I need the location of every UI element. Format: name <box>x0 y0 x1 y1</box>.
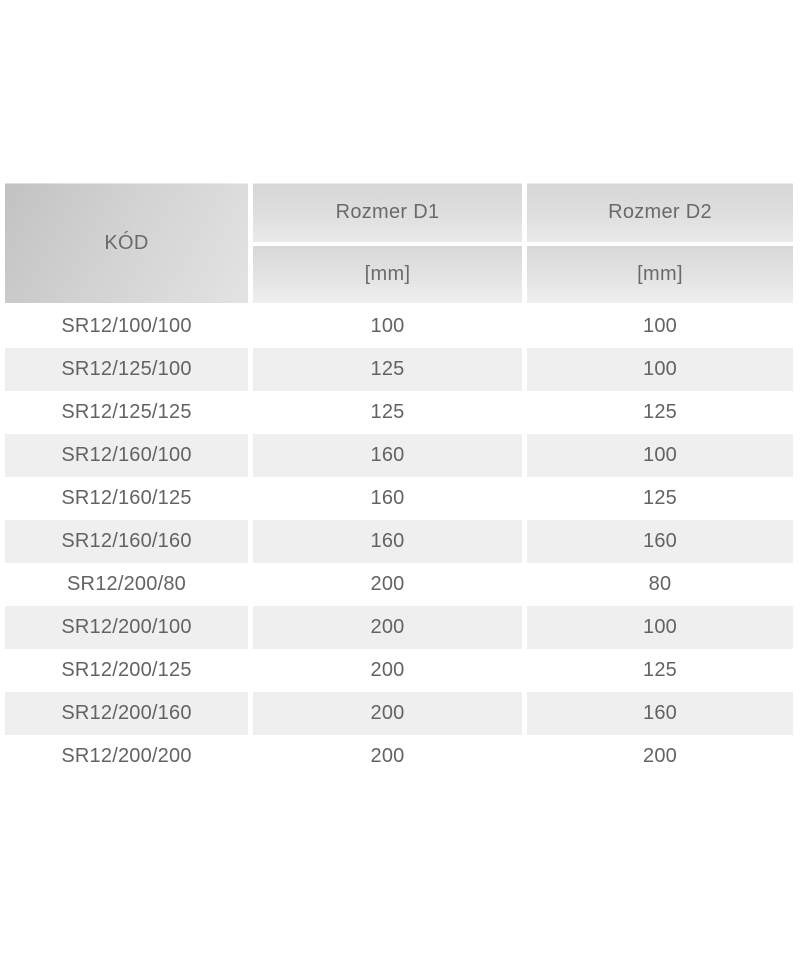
cell-d1: 160 <box>253 434 522 477</box>
table-row <box>5 348 793 391</box>
cell-kod: SR12/125/125 <box>61 401 192 423</box>
cell-kod: SR12/200/100 <box>5 606 248 649</box>
size-spec-table <box>5 183 793 778</box>
header-cell-unit-d1: [mm] <box>253 246 522 303</box>
table-row <box>5 692 793 735</box>
table-header <box>5 183 793 303</box>
header-cell-unit-d2: [mm] <box>527 246 793 303</box>
table-row <box>5 520 793 563</box>
table-row <box>5 735 793 778</box>
cell-kod: SR12/100/100 <box>61 315 192 337</box>
cell-d1: 200 <box>253 692 522 735</box>
cell-d2: 100 <box>527 434 793 477</box>
cell-d1: 125 <box>253 348 522 391</box>
cell-kod: SR12/160/160 <box>5 520 248 563</box>
cell-d2: 100 <box>527 348 793 391</box>
cell-d1: 200 <box>370 659 405 681</box>
cell-d1: 200 <box>370 573 405 595</box>
table-body <box>5 305 793 778</box>
cell-kod: SR12/160/125 <box>61 487 192 509</box>
header-cell-rozmer-d1: Rozmer D1 <box>253 183 522 242</box>
header-cell-kod: KÓD <box>5 183 248 303</box>
cell-d1: 200 <box>253 606 522 649</box>
cell-d2: 125 <box>643 487 677 509</box>
table-row <box>5 391 793 434</box>
cell-d1: 160 <box>253 520 522 563</box>
cell-d2: 80 <box>648 573 672 595</box>
table-row <box>5 434 793 477</box>
cell-kod: SR12/200/80 <box>67 573 186 595</box>
cell-kod: SR12/200/125 <box>61 659 192 681</box>
cell-d2: 160 <box>527 692 793 735</box>
cell-d2: 200 <box>643 745 677 767</box>
header-cell-rozmer-d2: Rozmer D2 <box>527 183 793 242</box>
table-row <box>5 606 793 649</box>
table-row <box>5 649 793 692</box>
cell-d1: 125 <box>370 401 405 423</box>
cell-d1: 200 <box>370 745 405 767</box>
cell-d2: 160 <box>527 520 793 563</box>
cell-kod: SR12/200/200 <box>61 745 192 767</box>
cell-kod: SR12/160/100 <box>5 434 248 477</box>
cell-d1: 160 <box>370 487 405 509</box>
cell-d1: 100 <box>370 315 405 337</box>
table-row <box>5 563 793 606</box>
table-row <box>5 477 793 520</box>
cell-d2: 125 <box>643 401 677 423</box>
cell-kod: SR12/200/160 <box>5 692 248 735</box>
table-row <box>5 305 793 348</box>
cell-d2: 100 <box>527 606 793 649</box>
cell-d2: 100 <box>643 315 677 337</box>
cell-kod: SR12/125/100 <box>5 348 248 391</box>
cell-d2: 125 <box>643 659 677 681</box>
